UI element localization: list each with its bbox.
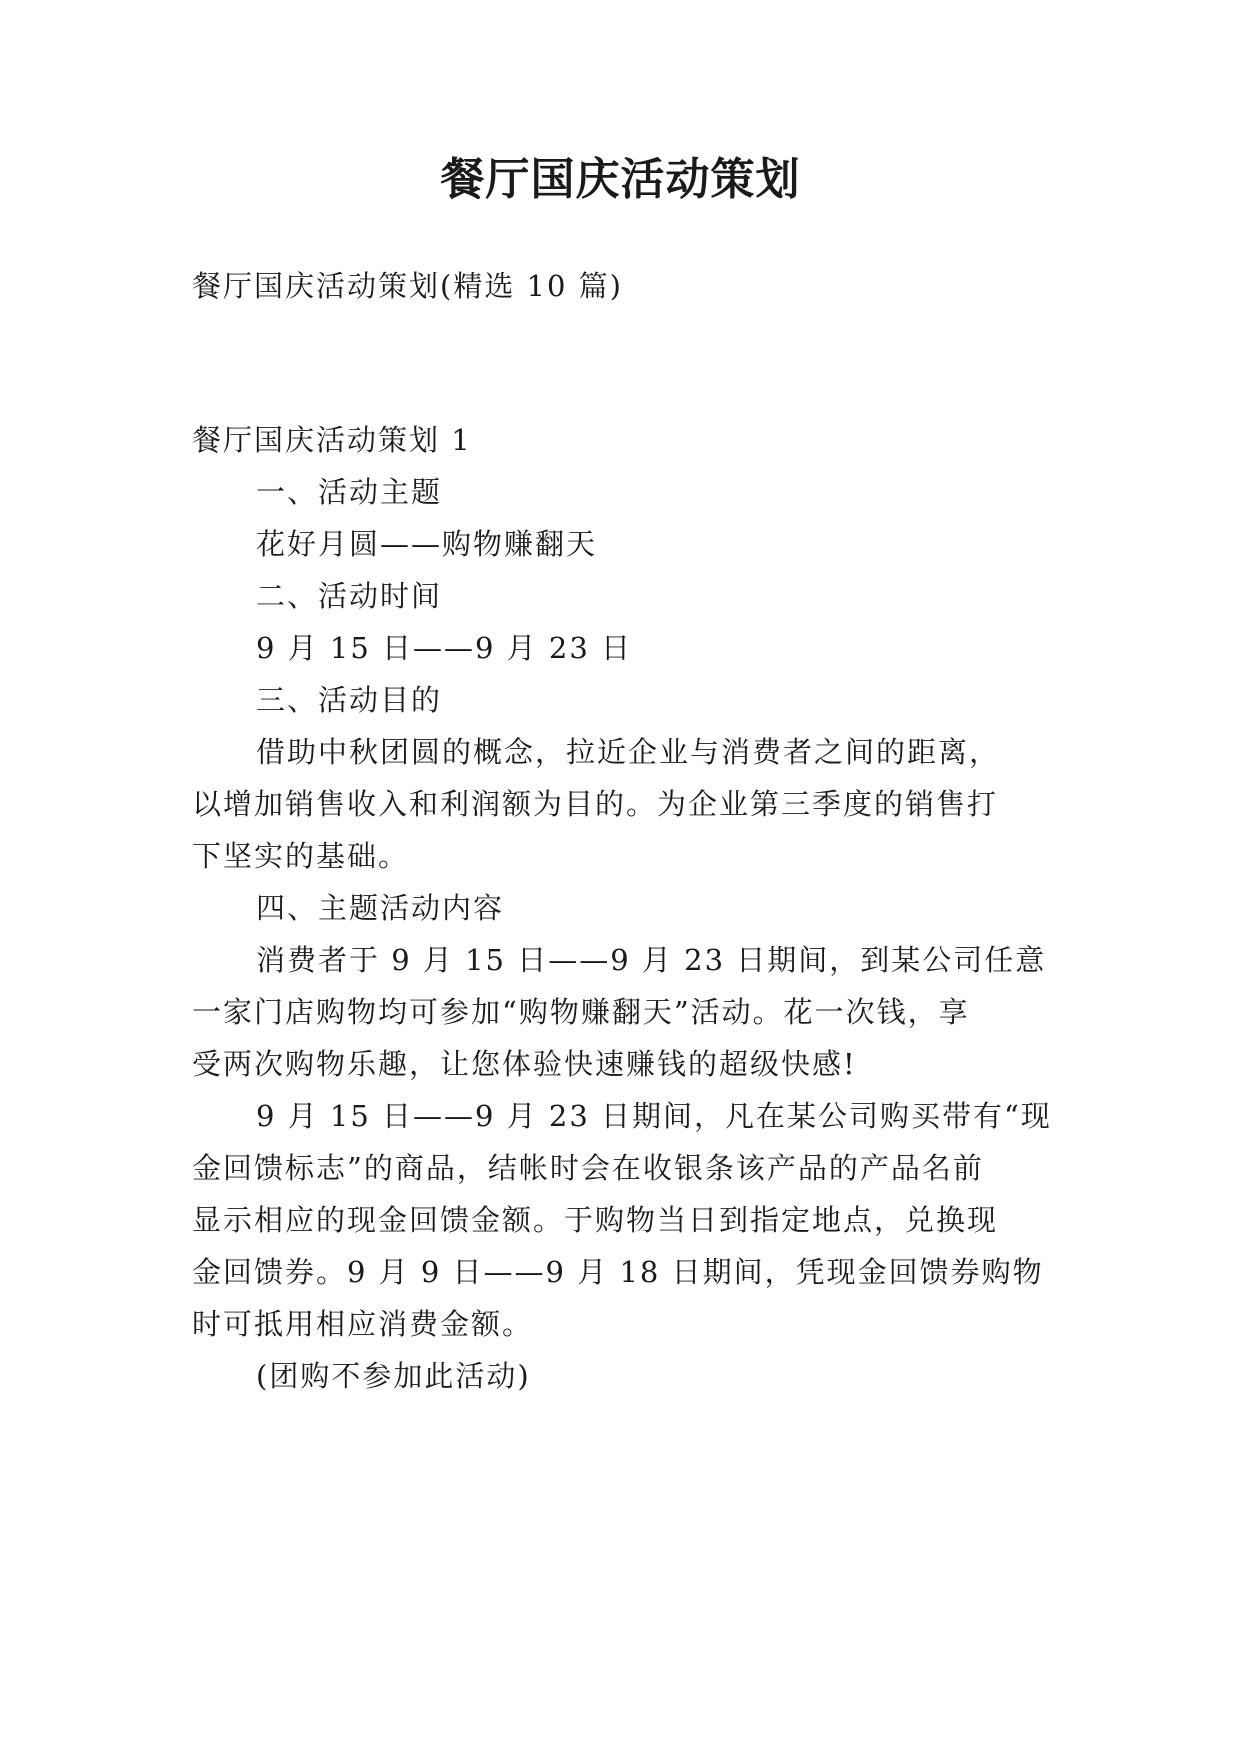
paragraph-line: 金回馈券。9 月 9 日——9 月 18 日期间，凭现金回馈券购物: [192, 1255, 1044, 1289]
heading-theme: 一、活动主题: [256, 475, 443, 509]
paragraph-line: 下坚实的基础。: [192, 839, 410, 873]
note-line: (团购不参加此活动): [256, 1359, 531, 1393]
document-title: 餐厅国庆活动策划: [440, 154, 801, 205]
time-text: 9 月 15 日——9 月 23 日: [256, 631, 633, 665]
heading-purpose: 三、活动目的: [256, 683, 443, 717]
theme-text: 花好月圆——购物赚翻天: [256, 527, 598, 561]
paragraph-line: 显示相应的现金回馈金额。于购物当日到指定地点，兑换现: [192, 1203, 999, 1237]
section-heading: 餐厅国庆活动策划 1: [192, 423, 472, 457]
paragraph-line: 时可抵用相应消费金额。: [192, 1307, 534, 1341]
paragraph-line: 消费者于 9 月 15 日——9 月 23 日期间，到某公司任意: [256, 943, 1047, 977]
paragraph-line: 一家门店购物均可参加“购物赚翻天”活动。花一次钱，享: [192, 995, 970, 1029]
heading-content: 四、主题活动内容: [256, 891, 505, 925]
paragraph-line: 借助中秋团圆的概念，拉近企业与消费者之间的距离，: [256, 735, 1001, 769]
paragraph-line: 9 月 15 日——9 月 23 日期间，凡在某公司购买带有“现: [256, 1099, 1052, 1133]
paragraph-line: 金回馈标志”的商品，结帐时会在收银条该产品的产品名前: [192, 1151, 984, 1185]
heading-time: 二、活动时间: [256, 579, 443, 613]
document-subtitle: 餐厅国庆活动策划(精选 10 篇): [192, 269, 623, 303]
paragraph-line: 受两次购物乐趣，让您体验快速赚钱的超级快感!: [192, 1047, 857, 1081]
paragraph-line: 以增加销售收入和利润额为目的。为企业第三季度的销售打: [192, 787, 999, 821]
